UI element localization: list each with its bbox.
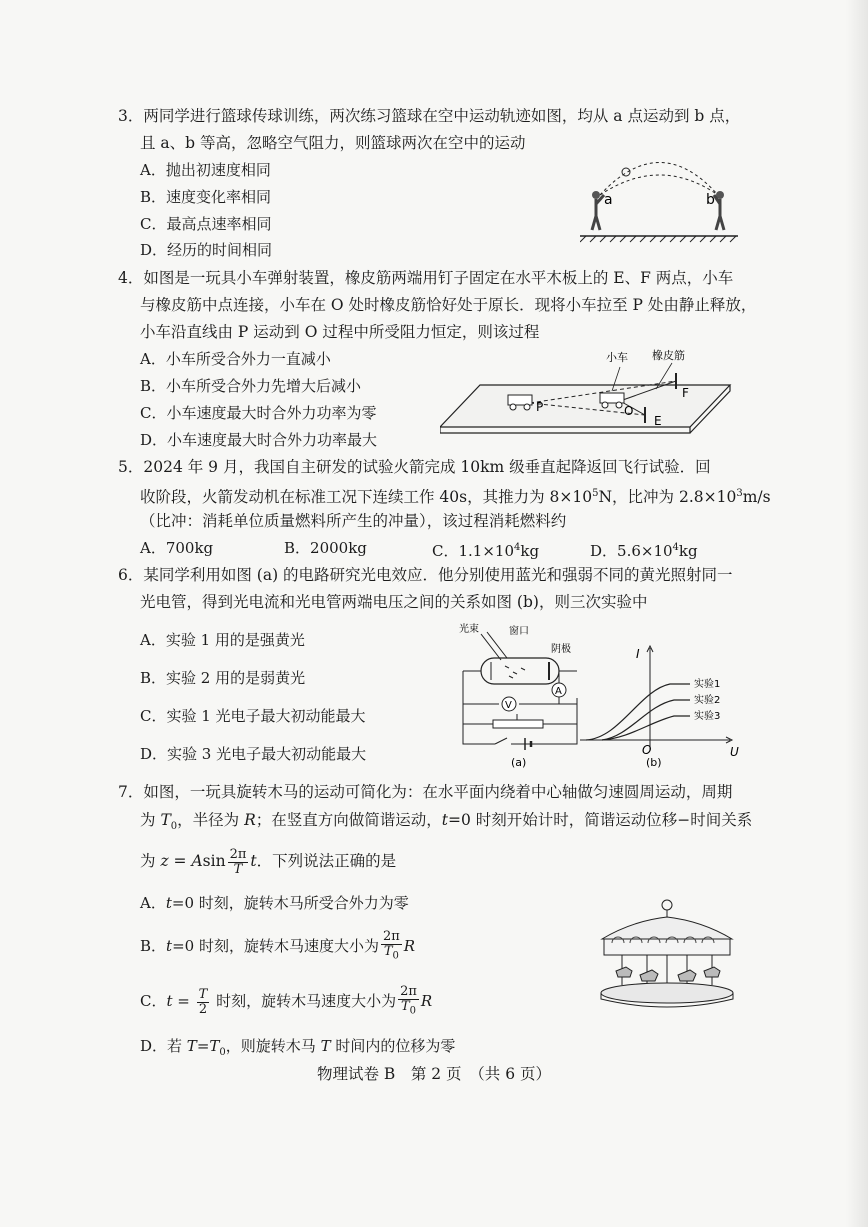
q7-amplitude-symbol: A	[191, 852, 203, 870]
q7-time-symbol: t	[441, 811, 449, 829]
caption-b: (b)	[646, 756, 662, 769]
q7-option-c-equals: =	[172, 992, 195, 1010]
q7-option-d-t0: T	[209, 1037, 220, 1055]
q3-option-d[interactable]: D．经历的时间相同	[140, 241, 273, 259]
label-voltmeter: V	[505, 700, 512, 711]
q7-option-c-text: 时刻，旋转木马速度大小为	[211, 992, 397, 1010]
person-b-icon	[714, 191, 724, 230]
q6-option-a[interactable]: A．实验 1 用的是强黄光	[140, 631, 305, 649]
q7-line3-part-b: ．下列说法正确的是	[256, 852, 397, 870]
q5-line2	[140, 484, 771, 507]
q5-option-d-unit: kg	[678, 542, 698, 560]
q7-option-d[interactable]	[140, 1036, 455, 1063]
q7-radius-symbol: R	[244, 811, 256, 829]
trajectory-high	[600, 163, 718, 196]
legend-exp1: 实验1	[694, 679, 721, 690]
label-e: E	[654, 414, 662, 428]
q7-option-b-den-subscript: 0	[392, 950, 399, 962]
q5-line2-part-a: 收阶段，火箭发动机在标准工况下连续工作 40s，其推力为 8×10	[140, 488, 593, 507]
q6-line1: 6．某同学利用如图 (a) 的电路研究光电效应．他分别使用蓝光和强弱不同的黄光照射同一	[118, 566, 733, 584]
q7-line2-part-d: =0 时刻开始计时，简谐运动位移−时间关系	[448, 811, 753, 829]
q7-fraction-denominator	[228, 863, 249, 877]
q7-option-c-time-fraction	[197, 988, 210, 1017]
q7-sin: sin	[202, 852, 226, 870]
q7-option-c-numerator	[197, 988, 210, 1003]
q5-option-d-exponent: 4	[672, 542, 679, 553]
caption-a: (a)	[511, 756, 527, 769]
q7-option-b-denominator	[381, 945, 402, 964]
curve-exp1	[586, 684, 690, 740]
q7-line1: 7．如图，一玩具旋转木马的运动可简化为：在水平面内绕着中心轴做匀速圆周运动，周期	[118, 783, 733, 801]
q7-option-c-numerator2: 2π	[400, 984, 417, 1000]
q5-line1: 5．2024 年 9 月，我国自主研发的试验火箭完成 10km 级垂直起降返回飞行试验．回	[118, 458, 711, 476]
q5-option-d[interactable]	[590, 538, 698, 561]
q6-line2: 光电管，得到光电流和光电管两端电压之间的关系如图 (b)，则三次实验中	[140, 593, 648, 611]
q6-circuit-figure-a	[455, 620, 585, 770]
q7-option-b-den-symbol: T	[383, 944, 393, 960]
q7-period-subscript: 0	[170, 821, 178, 833]
q4-option-d[interactable]: D．小车速度最大时合外力功率最大	[140, 431, 378, 449]
q7-option-c-prefix: C．	[140, 992, 167, 1010]
q7-option-c-t: t	[166, 992, 173, 1010]
q7-option-a-text: =0 时刻，旋转木马所受合外力为零	[171, 894, 409, 912]
q5-option-c-base: C．1.1×10	[432, 542, 514, 560]
person-a-icon	[592, 191, 604, 230]
label-light: 光束	[459, 624, 479, 635]
label-a: a	[604, 192, 613, 208]
q4-launcher-figure	[440, 345, 740, 445]
q7-option-d-t2: T	[320, 1037, 331, 1055]
q7-line2-part-c: ；在竖直方向做简谐运动，	[255, 811, 442, 829]
q3-basketball-figure	[580, 150, 740, 250]
curve-exp2	[602, 700, 690, 740]
label-car: 小车	[606, 351, 628, 364]
legend-exp3: 实验3	[694, 711, 721, 722]
q7-period-symbol: T	[160, 811, 171, 829]
label-cathode: 阴极	[551, 644, 571, 655]
q7-option-b-r: R	[403, 937, 416, 955]
q7-option-c-denominator2	[398, 1000, 419, 1019]
q6-option-b[interactable]: B．实验 2 用的是弱黄光	[140, 669, 306, 687]
q7-option-b[interactable]	[140, 928, 415, 964]
page-footer: 物理试卷 B 第 2 页 （共 6 页）	[317, 1065, 551, 1083]
q7-option-c-num-symbol: T	[198, 986, 208, 1002]
q6-option-d[interactable]: D．实验 3 光电子最大初动能最大	[140, 745, 367, 763]
q7-option-b-prefix: B．	[140, 937, 167, 955]
q6-iv-graph-b	[580, 640, 740, 770]
q7-option-b-numerator: 2π	[382, 929, 400, 945]
q5-line3: （比冲：消耗单位质量燃料所产生的冲量），该过程消耗燃料约	[140, 512, 567, 530]
q7-option-b-text: =0 时刻，旋转木马速度大小为	[172, 937, 379, 955]
q4-line2: 与橡皮筋中点连接，小车在 O 处时橡皮筋恰好处于原长．现将小车拉至 P 处由静止释放，	[140, 296, 757, 314]
q7-z-symbol: z	[160, 852, 169, 870]
q4-option-b[interactable]: B．小车所受合外力先增大后减小	[140, 377, 362, 395]
q7-option-d-prefix: D．若	[140, 1037, 187, 1055]
q7-option-d-equals: =	[196, 1037, 210, 1055]
q3-line1: 3．两同学进行篮球传球训练，两次练习篮球在空中运动轨迹如图，均从 a 点运动到 b 点，	[118, 107, 741, 125]
q7-option-b-t: t	[166, 937, 173, 955]
q7-carousel-figure	[592, 895, 742, 1011]
q4-option-a[interactable]: A．小车所受合外力一直减小	[140, 350, 331, 368]
q7-line2-part-a: 为	[140, 811, 161, 829]
q7-line3	[140, 843, 396, 879]
q7-option-d-t: T	[186, 1037, 197, 1055]
q5-option-b[interactable]: B．2000kg	[284, 539, 367, 557]
q4-option-c[interactable]: C．小车速度最大时合外力功率为零	[140, 404, 377, 422]
q7-option-c-speed-fraction	[398, 985, 419, 1019]
axis-label-u: U	[730, 745, 739, 759]
label-o: O	[624, 404, 634, 418]
axis-label-i: I	[636, 647, 640, 661]
q3-option-c[interactable]: C．最高点速率相同	[140, 215, 272, 233]
q5-option-d-base: D．5.6×10	[590, 542, 673, 560]
legend-exp2: 实验2	[694, 695, 721, 706]
phototube-icon	[481, 658, 559, 684]
q7-option-c[interactable]	[140, 983, 432, 1019]
q4-line3: 小车沿直线由 P 运动到 O 过程中所受阻力恒定，则该过程	[140, 323, 540, 341]
q7-formula-time: t	[250, 852, 257, 870]
q3-line2: 且 a、b 等高，忽略空气阻力，则篮球两次在空中的运动	[140, 134, 526, 152]
q4-line1: 4．如图是一玩具小车弹射装置，橡皮筋两端用钉子固定在水平木板上的 E、F 两点，小车	[118, 269, 734, 287]
label-f: F	[682, 386, 689, 400]
ball-icon	[622, 168, 630, 176]
label-ammeter: A	[555, 686, 562, 697]
q5-exponent-2: 3	[736, 488, 743, 499]
q7-option-c-den2-symbol: T	[400, 999, 410, 1015]
q7-fraction-numerator: 2π	[229, 846, 247, 862]
q7-option-d-text1: ，则旋转木马	[225, 1037, 321, 1055]
q7-option-a-t: t	[165, 894, 172, 912]
carousel-icon	[601, 900, 733, 1007]
q7-option-c-r: R	[420, 992, 433, 1010]
q7-line2	[140, 810, 752, 837]
q3-option-b[interactable]: B．速度变化率相同	[140, 188, 272, 206]
q5-option-c-exponent: 4	[514, 542, 521, 553]
origin-label: O	[642, 743, 652, 757]
q5-exponent-1: 5	[592, 488, 599, 499]
q5-line2-part-c: m/s	[742, 488, 771, 507]
q7-fraction-den-symbol: T	[233, 861, 243, 877]
q7-option-a[interactable]	[140, 893, 409, 913]
q7-line2-part-b: ，半径为	[177, 811, 245, 829]
q7-option-d-text2: 时间内的位移为零	[330, 1037, 456, 1055]
q7-equals: =	[168, 852, 192, 870]
q5-option-a[interactable]: A．700kg	[140, 539, 214, 557]
label-b: b	[706, 192, 715, 208]
q7-option-a-prefix: A．	[140, 894, 166, 912]
rheostat-icon	[493, 720, 543, 728]
q7-option-d-subscript: 0	[219, 1047, 226, 1058]
q5-option-c[interactable]	[432, 538, 539, 561]
q6-option-c[interactable]: C．实验 1 光电子最大初动能最大	[140, 707, 366, 725]
q5-line2-part-b: N，比冲为 2.8×10	[598, 488, 737, 507]
page-edge-shadow	[846, 0, 868, 1227]
label-window: 窗口	[509, 626, 529, 637]
q3-option-a[interactable]: A．抛出初速度相同	[140, 161, 271, 179]
q7-line3-part-a: 为	[140, 852, 161, 870]
q7-formula-fraction	[228, 848, 249, 877]
q7-option-c-den2-subscript: 0	[409, 1005, 417, 1017]
q7-option-b-fraction	[381, 930, 402, 964]
q7-option-c-denominator: 2	[198, 1001, 208, 1017]
label-p: P	[536, 400, 544, 414]
q5-option-c-unit: kg	[520, 542, 540, 560]
label-band: 橡皮筋	[652, 349, 685, 362]
switch-icon	[495, 738, 507, 744]
